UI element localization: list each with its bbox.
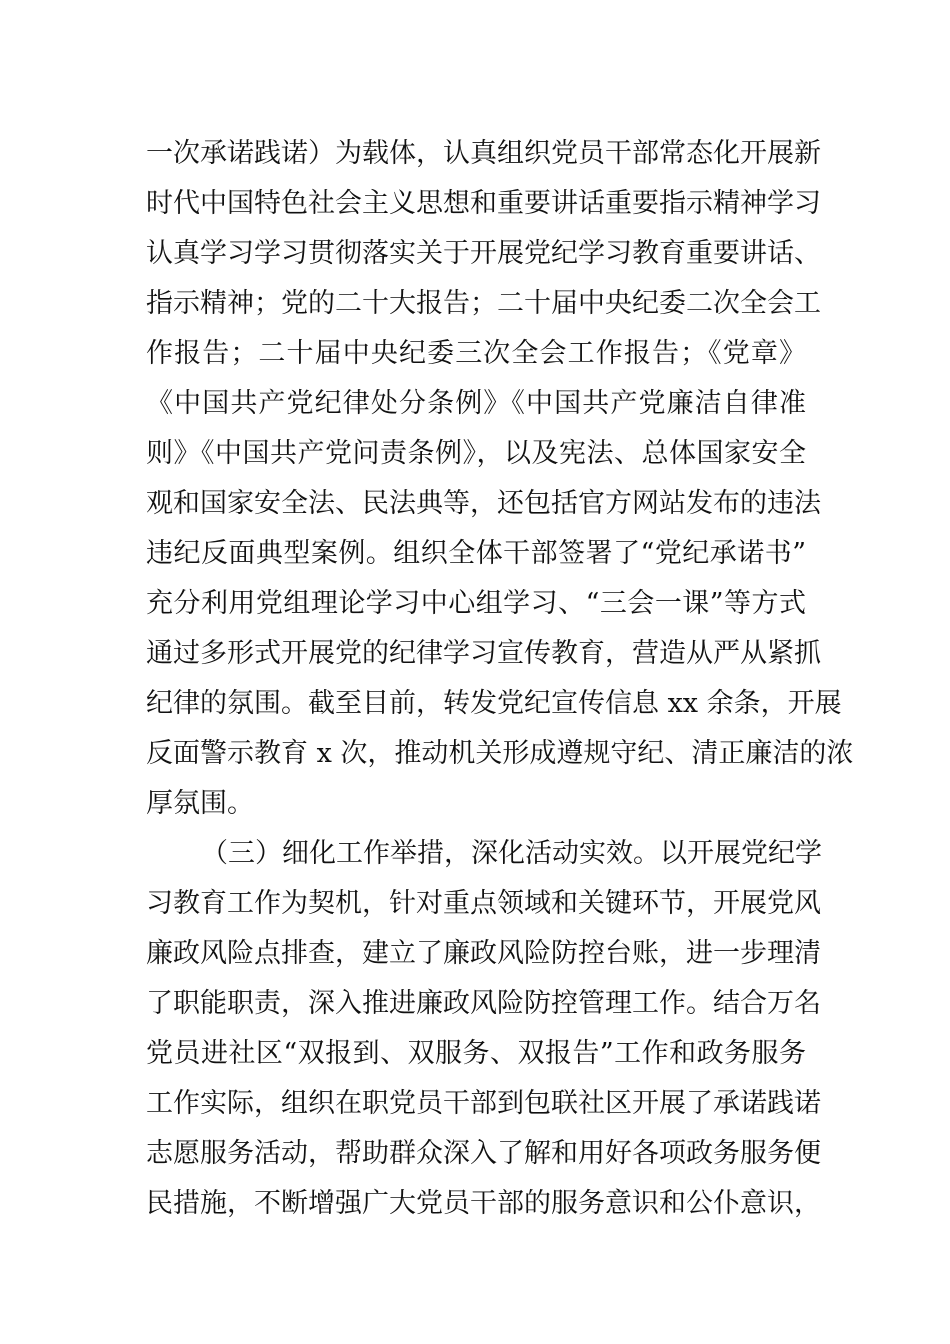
text-line: 工作实际，组织在职党员干部到包联社区开展了承诺践诺 bbox=[146, 1088, 821, 1119]
text-line: 民措施，不断增强广大党员干部的服务意识和公仆意识， bbox=[146, 1188, 821, 1219]
text-line: 指示精神；党的二十大报告；二十届中央纪委二次全会工 bbox=[146, 288, 821, 319]
text-line: 反面警示教育 x 次，推动机关形成遵规守纪、清正廉洁的浓 bbox=[146, 738, 854, 769]
text-line: 时代中国特色社会主义思想和重要讲话重要指示精神学习 bbox=[146, 188, 821, 219]
text-line: 纪律的氛围。截至目前，转发党纪宣传信息 xx 余条，开展 bbox=[146, 688, 842, 719]
section-heading-line: （三）细化工作举措，深化活动实效。以开展党纪学 bbox=[201, 838, 822, 869]
text-line: 习教育工作为契机，针对重点领域和关键环节，开展党风 bbox=[146, 888, 821, 919]
text-line: 了职能职责，深入推进廉政风险防控管理工作。结合万名 bbox=[146, 988, 821, 1019]
text-line: 观和国家安全法、民法典等，还包括官方网站发布的违法 bbox=[146, 488, 821, 519]
text-line: 充分利用党组理论学习中心组学习、“三会一课”等方式 bbox=[146, 588, 806, 619]
text-line: 认真学习学习贯彻落实关于开展党纪学习教育重要讲话、 bbox=[146, 238, 821, 269]
text-line: 则》《中国共产党问责条例》，以及宪法、总体国家安全 bbox=[146, 438, 806, 469]
text-line: 作报告；二十届中央纪委三次全会工作报告；《党章》 bbox=[146, 338, 806, 369]
text-line: 《中国共产党纪律处分条例》《中国共产党廉洁自律准 bbox=[146, 388, 806, 419]
text-line: 志愿服务活动，帮助群众深入了解和用好各项政务服务便 bbox=[146, 1138, 821, 1169]
text-line: 廉政风险点排查，建立了廉政风险防控台账，进一步理清 bbox=[146, 938, 821, 969]
text-line: 党员进社区“双报到、双服务、双报告”工作和政务服务 bbox=[146, 1038, 806, 1069]
text-line: 厚氛围。 bbox=[146, 788, 254, 819]
text-line: 一次承诺践诺）为载体，认真组织党员干部常态化开展新 bbox=[146, 138, 821, 169]
text-line: 通过多形式开展党的纪律学习宣传教育，营造从严从紧抓 bbox=[146, 638, 821, 669]
text-line: 违纪反面典型案例。组织全体干部签署了“党纪承诺书” bbox=[146, 538, 806, 569]
